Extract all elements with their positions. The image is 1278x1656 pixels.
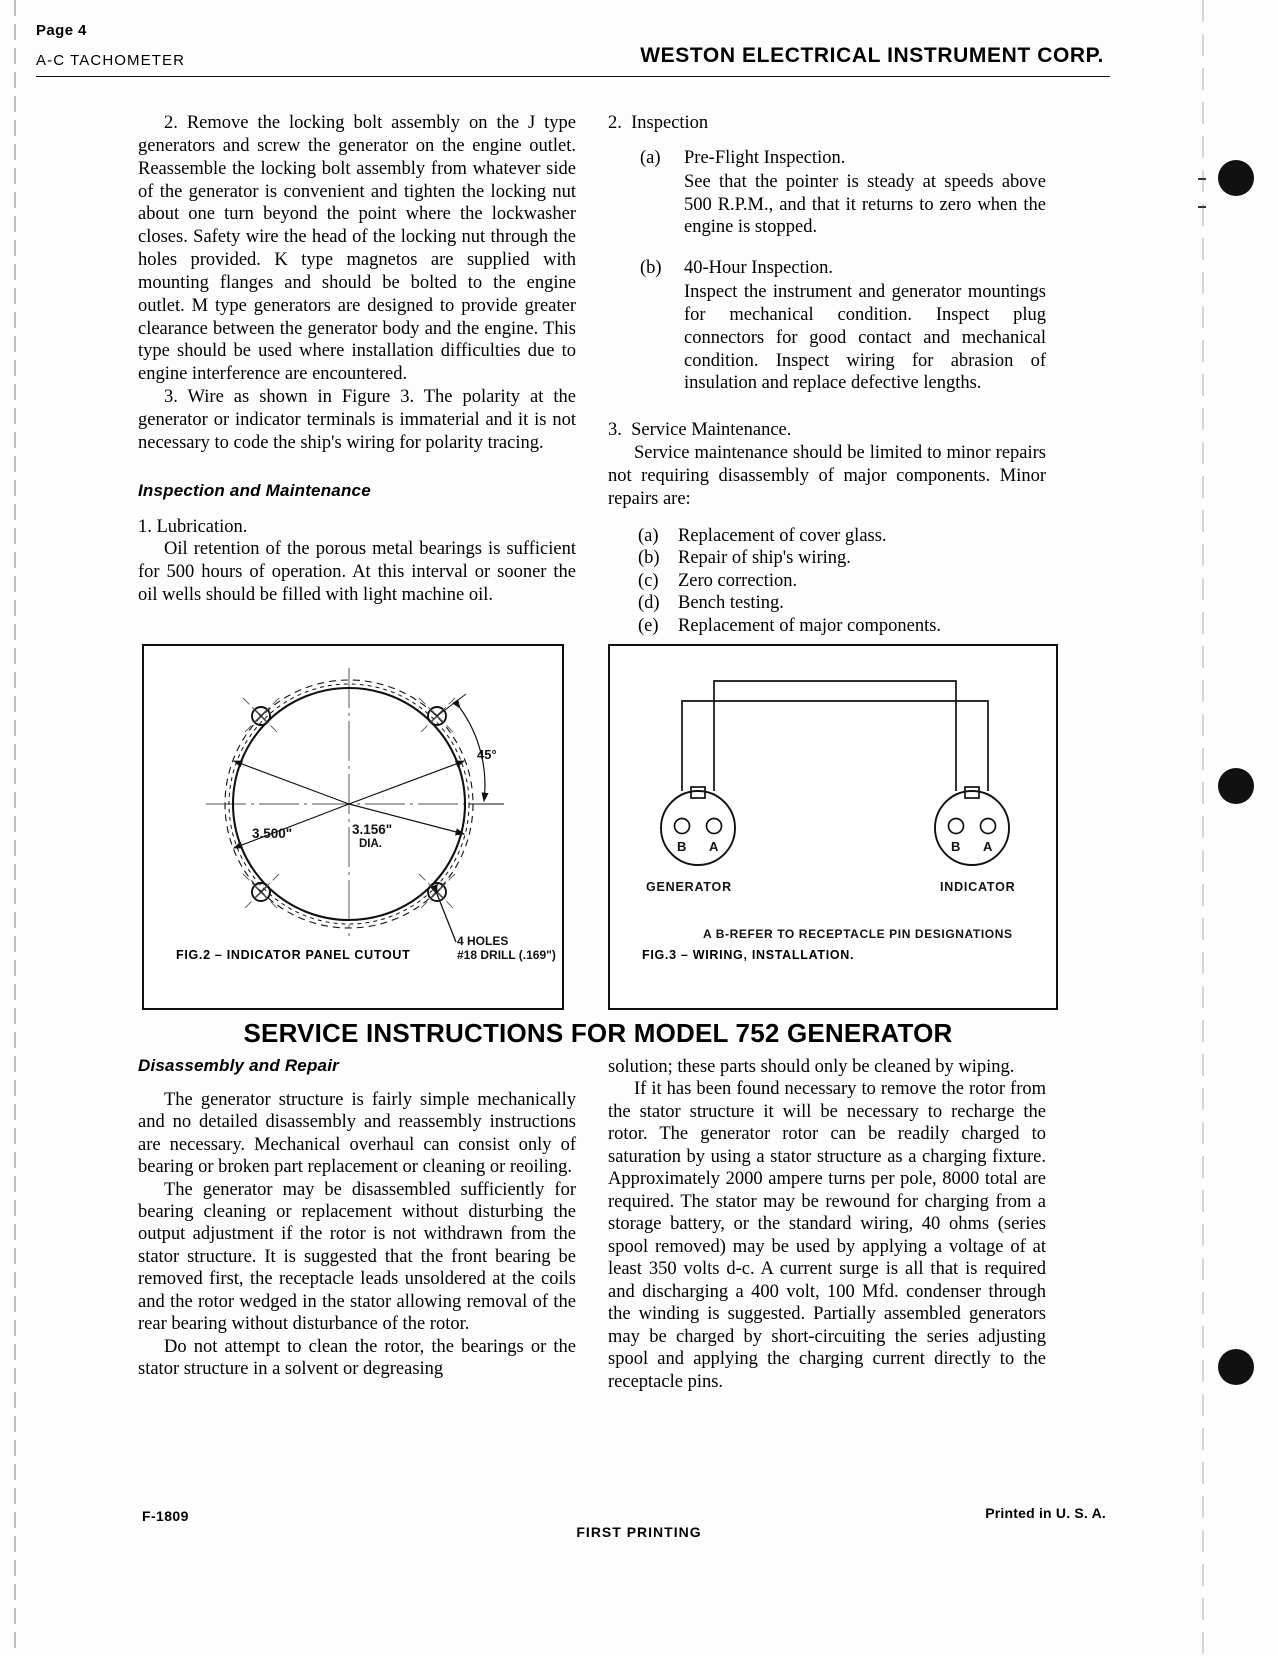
lubrication-text: Oil retention of the porous metal bearings is sufficient for 500 hours of operation. At this interval or sooner the oil wells should be filled with light machine oil.: [138, 539, 576, 606]
fig3-right-pin-b-label: B: [951, 839, 961, 854]
lower-right-paragraph-2: If it has been found necessary to remove the rotor from the stator structure it will be necessary to recharge the rotor. The generator rotor can be readily charged to saturation by using a stator structure as a charging fixture. Approximately 2000 ampere turns per pole, 8000 total are required. The stator may be rewound for charging from a storage battery, or the standard wiring, 40 ohms (series spool removed) may be used by applying a voltage of at least 350 volts d-c. A current surge is all that is required and discharging a 400 volt, 100 Mfd. condenser through the winding is suggested. Partially assembled generators may be charged by short-circuiting the series adjusting spool and applying the charging current directly to the receptacle pins.: [608, 1079, 1046, 1392]
fig3-pin-designation-note: A B-REFER TO RECEPTACLE PIN DESIGNATIONS: [703, 927, 1013, 941]
service-maintenance-text: Service maintenance should be limited to minor repairs not requiring disassembly of major components. Minor repairs are:: [608, 443, 1046, 509]
fig2-dim-cutout-sub-text: DIA.: [359, 838, 382, 850]
lower-left-paragraph-2: The generator may be disassembled sufficiently for bearing cleaning or replacement without disturbing the output adjustment if the rotor is not withdrawn from the stator structure. It is suggested that the front bearing be removed first, the receptacle leads unsoldered at the coils and the rotor wedged in the stator allowing removal of the rear bearing without disturbance of the rotor.: [138, 1179, 576, 1335]
lubrication-title: Lubrication.: [156, 516, 248, 537]
generator-connector: [661, 787, 735, 865]
figure-3-caption: FIG.3 – WIRING, INSTALLATION.: [642, 948, 855, 962]
page-number-label: Page 4: [36, 22, 87, 39]
section-heading-service-instructions: SERVICE INSTRUCTIONS FOR MODEL 752 GENERATOR: [243, 1018, 953, 1048]
fig2-dim-cutout-text: 3.156": [352, 822, 393, 837]
service-marker: 3.: [608, 420, 622, 441]
repair-c-marker: (c): [638, 570, 659, 591]
figure-3-wiring-installation: [608, 644, 1058, 1010]
repair-e-marker: (e): [638, 615, 659, 636]
fig2-holes-line1-text: 4 HOLES: [457, 934, 509, 948]
inspection-marker: 2.: [608, 113, 622, 133]
lower-left-text-column: [138, 1056, 576, 1381]
inspection-item-a-detail: See that the pointer is steady at speeds above 500 R.P.M., and that it returns to zero when the engine is stopped.: [684, 171, 1046, 238]
scan-edge-artifact-right: [1202, 0, 1204, 1656]
inspection-item-a-title: Pre-Flight Inspection.: [684, 147, 846, 168]
company-name: WESTON ELECTRICAL INSTRUMENT CORP.: [640, 44, 1104, 67]
inspection-heading: [608, 112, 1046, 135]
service-maintenance-heading: [608, 419, 1046, 442]
list-item: [638, 547, 1046, 570]
lower-right-text-column: [608, 1056, 1046, 1393]
inspection-item-b: [640, 257, 1046, 395]
item-2-marker: 2.: [164, 113, 178, 133]
fig3-generator-label: GENERATOR: [646, 880, 732, 894]
indicator-connector: [935, 787, 1009, 865]
paragraph-item-2: [138, 112, 576, 386]
binder-hole-punch: [1218, 768, 1254, 804]
fig3-right-pin-a-label: A: [983, 839, 993, 854]
fig3-left-pin-b-label: B: [677, 839, 687, 854]
repair-d-marker: (d): [638, 593, 660, 614]
inspection-item-a: [640, 147, 1046, 239]
subheading-disassembly-repair: Disassembly and Repair: [138, 1056, 339, 1075]
inspection-item-b-marker: (b): [640, 258, 662, 279]
figure-2-panel-cutout: [142, 644, 564, 1010]
minor-repairs-list: [638, 525, 1046, 638]
inspection-title: Inspection: [631, 113, 709, 133]
list-item: [638, 525, 1046, 548]
lubrication-marker: 1.: [138, 516, 152, 537]
paragraph-item-3: [138, 386, 576, 455]
fig2-angle-text: 45°: [477, 747, 497, 762]
list-item: [638, 615, 1046, 638]
repair-b-marker: (b): [638, 548, 660, 569]
binder-hole-punch: [1218, 1349, 1254, 1385]
repair-e-text: Replacement of major components.: [678, 615, 942, 636]
lower-right-paragraph-1: solution; these parts should only be cleaned by wiping.: [608, 1057, 1015, 1077]
footer-document-code: F-1809: [142, 1508, 189, 1524]
figure-2-caption: FIG.2 – INDICATOR PANEL CUTOUT: [176, 948, 411, 962]
fig2-dim-bolt-circle-text: 3.500": [252, 826, 293, 841]
scan-edge-artifact-left: [14, 0, 16, 1656]
right-text-column: [608, 112, 1046, 637]
inspection-subitems: [640, 147, 1046, 395]
binder-hole-punch: [1218, 160, 1254, 196]
lower-left-paragraph-1: The generator structure is fairly simple mechanically and no detailed disassembly and reassembly instructions are necessary. Mechanical overhaul can consist only of bearing or broken part replacement or cleaning or reoiling.: [138, 1089, 576, 1178]
repair-a-marker: (a): [638, 525, 659, 546]
left-text-column: [138, 112, 576, 607]
inspection-item-a-marker: (a): [640, 147, 661, 168]
service-title: Service Maintenance.: [631, 420, 792, 441]
repair-d-text: Bench testing.: [678, 593, 784, 614]
subheading-inspection-maintenance: Inspection and Maintenance: [138, 480, 371, 500]
scan-edge-tick: [1198, 206, 1206, 208]
inspection-item-b-detail: Inspect the instrument and generator mountings for mechanical condition. Inspect plug connectors for good contact and mechanical condition. Inspect wiring for abrasion of insulation and replace defective lengths.: [684, 282, 1046, 394]
footer-printed-in: Printed in U. S. A.: [985, 1505, 1106, 1521]
item-3-text: Wire as shown in Figure 3. The polarity at the generator or indicator terminals is immaterial and it is not necessary to code the ship's wiring for polarity tracing.: [138, 387, 576, 453]
fig3-left-pin-a-label: A: [709, 839, 719, 854]
document-title: A-C TACHOMETER: [36, 52, 186, 69]
header-divider-rule: [36, 76, 1110, 77]
lubrication-heading: [138, 516, 576, 539]
list-item: [638, 592, 1046, 615]
inspection-item-b-title: 40-Hour Inspection.: [684, 258, 833, 279]
repair-a-text: Replacement of cover glass.: [678, 525, 887, 546]
item-3-marker: 3.: [164, 387, 178, 408]
repair-b-text: Repair of ship's wiring.: [678, 548, 851, 569]
fig3-indicator-label: INDICATOR: [940, 880, 1016, 894]
item-2-text: Remove the locking bolt assembly on the J type generators and screw the generator on the engine outlet. Reassemble the locking bolt assembly from whatever side of the generator is convenient and tighten the locking nut about one turn beyond the point where the lockwasher closes. Safety wire the head of the locking nut through the holes provided. K type magnetos are supplied with mounting flanges and should be bolted to the engine outlet. M type generators are designed to provide greater clearance between the generator body and the engine. This type should be used where installation difficulties due to engine interference are encountered.: [138, 113, 577, 385]
list-item: [638, 570, 1046, 593]
fig2-holes-line2-text: #18 DRILL (.169"): [457, 948, 556, 962]
repair-c-text: Zero correction.: [678, 570, 798, 591]
lower-left-paragraph-3: Do not attempt to clean the rotor, the bearings or the stator structure in a solvent or degreasing: [138, 1336, 576, 1380]
footer-printing-label: FIRST PRINTING: [576, 1524, 702, 1540]
scan-edge-tick: [1198, 178, 1206, 180]
